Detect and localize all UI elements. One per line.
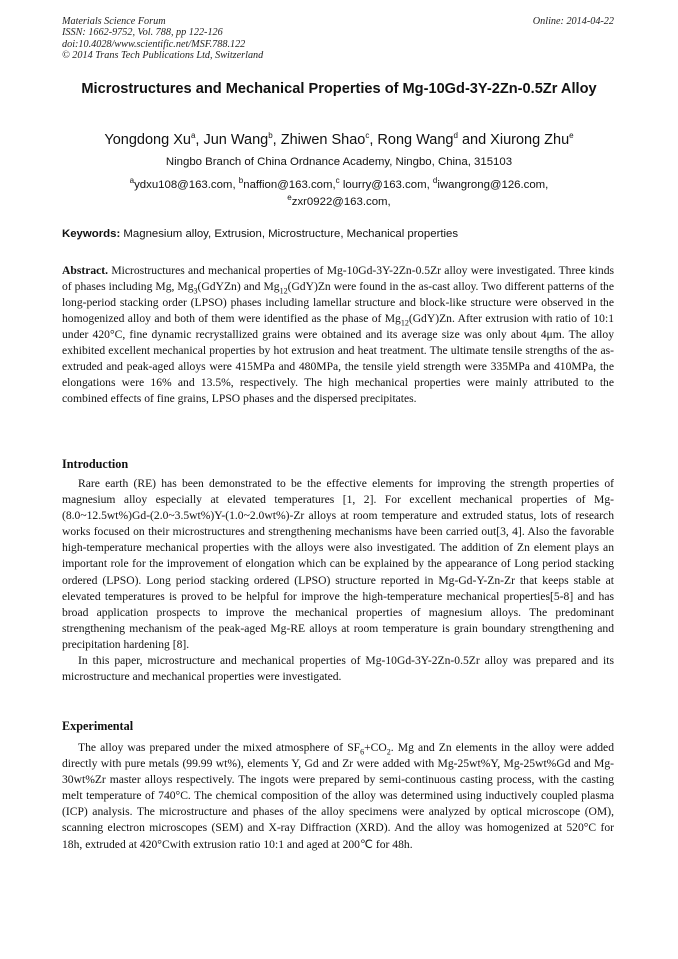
subscript: 12 (400, 318, 409, 328)
paragraph: Rare earth (RE) has been demonstrated to be the effective elements for improving the strength properties of magnesium alloy especially at elevated temperatures [1, 2]. For excellent mechanical properties of Mg-(8.0~12.5wt%)Gd-(2.0~3.5wt%)Y-(1.0~2.0wt%)-Zr alloys at room temperature and extruded status, lots of research works focused on their microstructures and strengthening mechanisms have been carried out[3, 4]. Also the favorable high-temperature mechanical properties with the alloys were also investigated. The addition of Zn element plays an important role for the improvement of elongation which can be explained by the appearance of Long period stacking ordered (LPSO). Long period stacking ordered (LPSO) structure reported in Mg-Gd-Y-Zn-Zr that keeps stable at elevated temperatures is proved to be helpful for improve the high-temperature mechanical properties[5-8] and has broad application prospects to improve the mechanical properties of magnesium alloys. The predominant strengthening mechanism of the peak-aged Mg-RE alloys at room temperature is grain boundary strengthening and precipitation hardening [8]. (62, 477, 614, 651)
subscript: 2 (386, 747, 391, 757)
paragraph (62, 740, 614, 853)
author-affil-mark: e (569, 131, 574, 141)
keywords-label: Keywords: (62, 228, 121, 240)
section-heading-introduction: Introduction (62, 457, 129, 471)
online-date: Online: 2014-04-22 (532, 16, 614, 27)
experimental-text: The alloy was prepared under the mixed atmosphere of SF (78, 741, 361, 754)
author-list: Yongdong Xu$^a$, Jun Wang$^b$, Zhiwen Shao$^c$, Rong Wang$^d$ and Xiurong Zhu$^e$ (104, 131, 574, 148)
email-address[interactable]: iwangrong@126.com (437, 179, 546, 191)
keywords (62, 227, 616, 242)
email-address[interactable]: lourry@163.com (342, 179, 427, 191)
author-affil-mark: a (190, 131, 196, 141)
abstract-label: Abstract. (62, 264, 109, 277)
abstract-text: Microstructures and mechanical properties of Mg-10Gd-3Y-2Zn-0.5Zr alloy were investigated. Three kinds of phases including Mg, Mg (62, 264, 615, 293)
email-address[interactable]: naffion@163.com (243, 179, 333, 191)
doi-line[interactable]: doi:10.4028/www.scientific.net/MSF.788.122 (62, 38, 246, 50)
keywords-text: Magnesium alloy, Extrusion, Microstructure, Mechanical properties (123, 228, 459, 240)
author-name: Xiurong Zhu (490, 132, 570, 148)
copyright-line: © 2014 Trans Tech Publications Ltd, Switzerland (62, 50, 264, 62)
author-name: Zhiwen Shao (280, 132, 366, 148)
subscript: 6 (360, 747, 365, 757)
author-name: Jun Wang (203, 132, 269, 148)
section-heading-experimental: Experimental (62, 719, 134, 733)
email-mark: e (287, 192, 292, 202)
abstract (62, 263, 614, 407)
email-mark: b (238, 176, 244, 186)
email-address[interactable]: zxr0922@163.com (291, 195, 388, 208)
email-mark: a (129, 176, 135, 186)
paragraph: In this paper, microstructure and mechanical properties of Mg-10Gd-3Y-2Zn-0.5Zr alloy was prepared and its microstructure and mechanical properties were investigated. (62, 654, 614, 684)
author-name: Yongdong Xu (104, 132, 191, 148)
author-affil-mark: b (268, 131, 273, 141)
abstract-text: (GdY)Zn were found in the as-cast alloy. Two different patterns of the long-period stacking order (LPSO) phases including lamellar structure and block-like structure were observed in the homogenized alloy and both of them were identified as the phase of Mg (62, 280, 614, 325)
experimental-body (62, 740, 614, 853)
experimental-text: . Mg and Zn elements in the alloy were added directly with pure metals (99.99 wt%), elements Y, Gd and Zr were added with Mg-25wt%Y, Mg-25wt%Gd and Mg-30wt%Zr master alloys respectively. The ingots were prepared by semi-continuous casting process, with the casting melt temperature of 740°C. The chemical composition of the alloy was determined using inductively coupled plasma (ICP) analysis. The microstructure and phases of the alloy specimens were analyzed by optical microscope (OM), scanning electron microscopes (SEM) and X-ray Diffraction (XRD). And the alloy was homogenized at 520°C for 18h, extruded at 420°Cwith extrusion ratio 10:1 and aged at 200℃ for 48h. (62, 741, 614, 851)
subscript: 3 (193, 286, 198, 296)
author-emails: $^a$ydxu108@163.com, $^b$naffion@163.com,$^c$ lourry@163.com, $^d$iwangrong@126.com, $^e$zxr0922@163.com, (129, 176, 549, 208)
email-mark: c (335, 176, 340, 186)
journal-name: Materials Science Forum (62, 16, 166, 27)
author-affil-mark: d (453, 131, 458, 141)
abstract-text: (GdY)Zn. After extrusion with ratio of 10:1 under 420°C, fine dynamic recrystallized grains were obtained and its average size was only about 4μm. The alloy exhibited excellent mechanical properties by hot extrusion and heat treatment. The ultimate tensile strengths of the as-extruded and peak-aged alloys were 415MPa and 480MPa, the tensile yield strength were 335MPa and 410MPa, the elongations were 16% and 13.5%, respectively. The high mechanical properties were mainly attributed to the combined effects of fine grains, LPSO phases and the dispersed precipitates. (62, 312, 614, 405)
affiliation: Ningbo Branch of China Ordnance Academy, Ningbo, China, 315103 (165, 156, 513, 168)
experimental-text: +CO (364, 741, 387, 754)
subscript: 12 (279, 286, 288, 296)
author-affil-mark: c (365, 131, 370, 141)
journal-header (62, 16, 622, 62)
introduction-body (62, 476, 614, 685)
paper-title: Microstructures and Mechanical Properties of Mg-10Gd-3Y-2Zn-0.5Zr Alloy (81, 81, 597, 97)
issn-line: ISSN: 1662-9752, Vol. 788, pp 122-126 (62, 27, 223, 39)
abstract-text: (GdYZn) and Mg (197, 280, 280, 293)
author-name: Rong Wang (377, 132, 454, 148)
email-mark: d (432, 176, 438, 186)
email-address[interactable]: ydxu108@163.com (134, 179, 233, 191)
